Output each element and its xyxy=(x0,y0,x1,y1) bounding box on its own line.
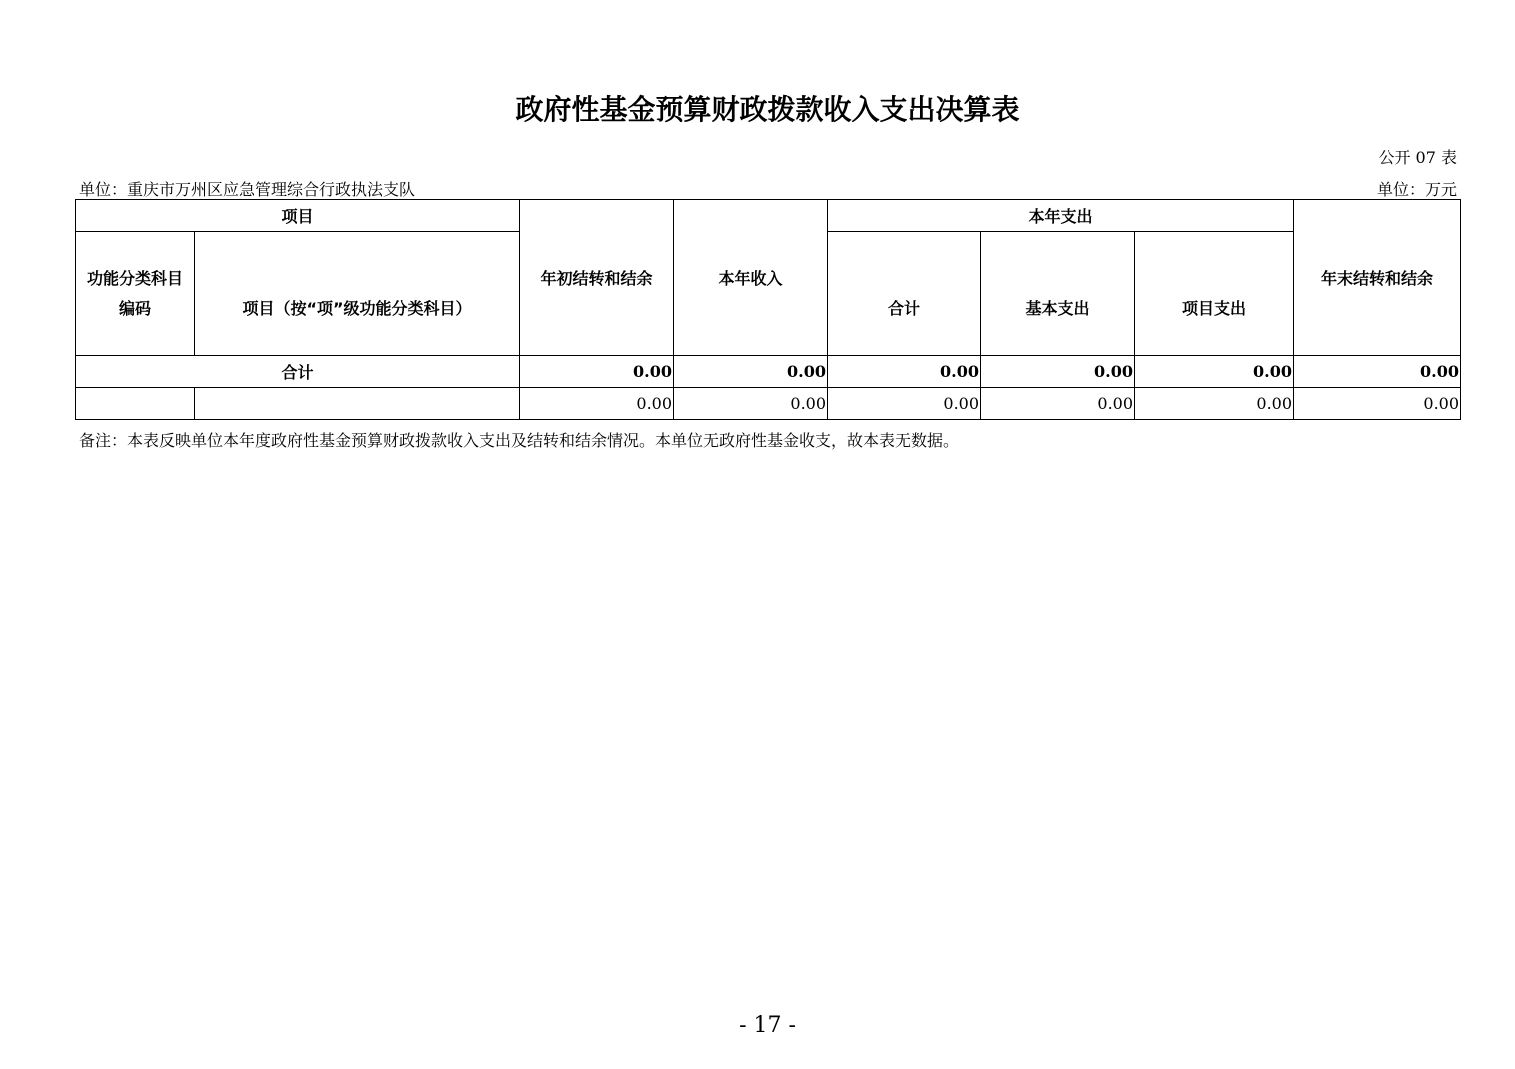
header-project-group: 项目 xyxy=(76,200,520,232)
row-value-cell: 0.00 xyxy=(981,388,1135,420)
total-label: 合计 xyxy=(76,356,520,388)
budget-table xyxy=(75,199,1461,420)
page-title: 政府性基金预算财政拨款收入支出决算表 xyxy=(515,93,1020,126)
table-total-row xyxy=(76,356,1461,388)
total-cell: 0.00 xyxy=(1294,356,1461,388)
row-value-cell: 0.00 xyxy=(674,388,828,420)
total-cell: 0.00 xyxy=(828,356,981,388)
row-value-cell: 0.00 xyxy=(520,388,674,420)
header-project-expense: 项目支出 xyxy=(1135,232,1294,356)
row-value-cell: 0.00 xyxy=(1294,388,1461,420)
header-current-income: 本年收入 xyxy=(674,200,828,356)
unit-currency: 单位：万元 xyxy=(1376,180,1457,199)
table-note: 备注：本表反映单位本年度政府性基金预算财政拨款收入支出及结转和结余情况。本单位无政府性基金收支，故本表无数据。 xyxy=(79,431,960,450)
page-number: - 17 - xyxy=(739,1013,796,1038)
header-func-code: 功能分类科目编码 xyxy=(76,232,195,356)
form-number: 公开 07 表 xyxy=(1378,148,1457,167)
header-basic-expense: 基本支出 xyxy=(981,232,1135,356)
row-value-cell: 0.00 xyxy=(1135,388,1294,420)
header-expense-total: 合计 xyxy=(828,232,981,356)
total-cell: 0.00 xyxy=(981,356,1135,388)
header-current-expense-group: 本年支出 xyxy=(828,200,1294,232)
total-cell: 0.00 xyxy=(1135,356,1294,388)
header-project-name: 项目（按“项”级功能分类科目） xyxy=(195,232,520,356)
table-row xyxy=(76,388,1461,420)
row-code-cell xyxy=(76,388,195,420)
row-name-cell xyxy=(195,388,520,420)
header-ending-balance: 年末结转和结余 xyxy=(1294,200,1461,356)
total-cell: 0.00 xyxy=(520,356,674,388)
unit-organization: 单位：重庆市万州区应急管理综合行政执法支队 xyxy=(79,180,416,199)
row-value-cell: 0.00 xyxy=(828,388,981,420)
total-cell: 0.00 xyxy=(674,356,828,388)
header-beginning-balance: 年初结转和结余 xyxy=(520,200,674,356)
